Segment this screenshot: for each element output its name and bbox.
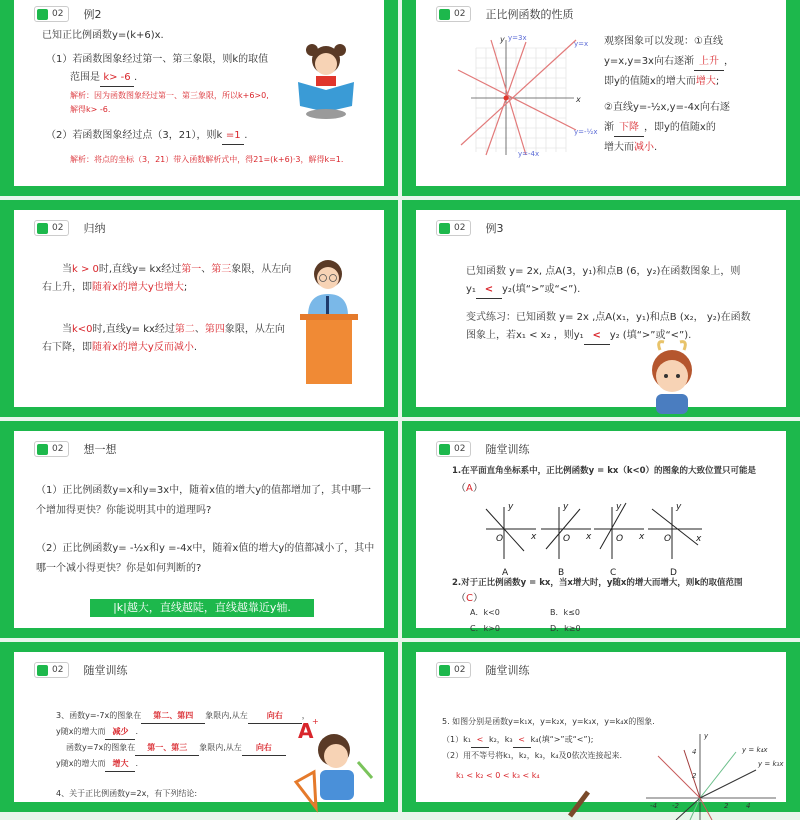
example-line-2: y₁ < y₂(填“>”或“<”).: [466, 282, 580, 299]
observe-line-2: y=x,y=3x向右逐渐 上升 ，: [604, 54, 734, 71]
observe-line-6: 增大而减小.: [604, 142, 658, 153]
question-1: （1）若函数图象经过第一、第三象限，则k的取值: [46, 54, 269, 65]
svg-text:2: 2: [692, 772, 697, 780]
svg-text:B: B: [558, 568, 565, 578]
section-tag: 02 归纳: [34, 220, 105, 236]
practice-question-1: 1.在平面直角坐标系中，正比例函数y = kx（k<0）的图象的大致位置只可能是: [452, 466, 757, 476]
svg-text:O: O: [616, 534, 624, 544]
think-question-1a: （1）正比例函数y=x和y=3x中，随着x值的增大y的值都增加了，其中哪一: [36, 485, 371, 496]
intro-text: 已知正比例函数y=(k+6)x.: [42, 30, 164, 41]
svg-text:y=-½x: y=-½x: [574, 128, 598, 136]
slide-practice-3[interactable]: [402, 642, 800, 812]
svg-text:x: x: [576, 95, 581, 104]
question-2: （2）若函数图象经过点（3，21），则k =1 .: [46, 128, 247, 145]
slide-summary[interactable]: [0, 200, 398, 417]
svg-text:y = k₃x: y = k₃x: [758, 760, 784, 768]
svg-text:+: +: [312, 717, 319, 726]
svg-text:C: C: [610, 568, 617, 578]
slide-title: 随堂训练: [485, 443, 530, 456]
practice-answer-5: k₁ < k₂ < 0 < k₃ < k₄: [456, 771, 540, 780]
section-tag: 02 随堂训练: [436, 662, 529, 678]
tag-square-icon: [439, 444, 450, 455]
practice-question-3a: 3、函数y=-7x的图象在 第二、第四 象限内,从左 向右 ，: [56, 710, 310, 724]
pencil-illustration: [566, 788, 596, 818]
slide-properties[interactable]: [402, 0, 800, 196]
svg-text:x: x: [639, 532, 645, 542]
svg-text:2: 2: [724, 802, 729, 810]
practice-question-5: 5. 如图分别是函数y=k₁x，y=k₂x，y=k₃x，y=k₄x的图象.: [442, 717, 655, 726]
k-values-graph: [636, 730, 786, 820]
svg-text:x: x: [696, 534, 702, 544]
svg-text:O: O: [563, 534, 571, 544]
variant-line-1: 变式练习：已知函数 y= 2x ,点A(x₁，y₁)和点B (x₂， y₂)在函数: [466, 312, 751, 323]
variant-line-2: 图象上，若x₁ < x₂ ，则y₁ < y₂ (填“>”或“<”).: [466, 328, 691, 345]
svg-text:y: y: [563, 502, 569, 512]
svg-text:y: y: [616, 502, 622, 512]
slide-title: 想一想: [83, 443, 117, 456]
svg-text:y=-4x: y=-4x: [518, 150, 540, 158]
slide-practice-1[interactable]: [402, 421, 800, 638]
choice-d: D．k≥0: [550, 624, 581, 633]
rule-positive-line-1: 当k > 0时,直线y= kx经过第一、第三象限，从左向: [62, 264, 292, 275]
explanation-2: 解析：将点的坐标（3，21）带入函数解析式中，得21=(k+6)·3，解得k=1.: [70, 155, 344, 164]
observe-line-4: ②直线y=-½x,y=-4x向右逐: [604, 102, 730, 113]
observe-line-3: 即y的值随x的增大而增大;: [604, 76, 720, 87]
answer-blank: =1: [222, 128, 244, 145]
slide-title: 例2: [83, 8, 102, 21]
rule-negative-line-1: 当k<0时,直线y= kx经过第二、第四象限，从左向: [62, 324, 285, 335]
svg-text:-2: -2: [672, 802, 679, 810]
practice-question-3c: 函数y=7x的图象在 第一、第三 象限内,从左 向右: [66, 742, 286, 756]
think-question-2a: （2）正比例函数y= -½x和y =-4x中，随着x值的增大y的值都减小了，其中: [36, 543, 375, 554]
svg-text:D: D: [670, 568, 677, 578]
slide-title: 随堂训练: [485, 664, 530, 677]
practice-question-5-part-2: （2）用不等号将k₁，k₂，k₃，k₄及0依次连接起来.: [442, 751, 623, 760]
tag-square-icon: [439, 665, 450, 676]
svg-text:4: 4: [746, 802, 751, 810]
practice-question-3d: y随x的增大而 增大 .: [56, 758, 138, 772]
slide-title: 随堂训练: [83, 664, 128, 677]
practice-question-2: 2.对于正比例函数y = kx，当x增大时，y随x的增大而增大，则k的取值范围: [452, 578, 743, 588]
tag-square-icon: [37, 665, 48, 676]
svg-text:O: O: [664, 534, 672, 544]
tag-square-icon: [439, 9, 450, 20]
practice-answer-1: （A）: [456, 483, 483, 494]
function-graph: [456, 30, 606, 160]
teacher-podium-illustration: [298, 256, 368, 396]
choice-c: C．k>0: [470, 624, 501, 633]
rule-negative-line-2: 右下降，即随着x的增大y反而减小.: [42, 342, 198, 353]
section-tag: 02 随堂训练: [34, 662, 127, 678]
svg-text:4: 4: [692, 748, 697, 756]
section-tag: 02 随堂训练: [436, 441, 529, 457]
observe-line-1: 观察图象可以发现：①直线: [604, 36, 723, 47]
section-tag: 02 例2: [34, 6, 101, 22]
explanation-1b: 解得k> -6.: [70, 105, 111, 114]
answer-banner: |k|越大，直线越陡，直线越靠近y轴.: [90, 599, 314, 617]
section-tag: 02 例3: [436, 220, 503, 236]
rule-positive-line-2: 右上升，即随着x的增大y也增大;: [42, 282, 188, 293]
svg-text:O: O: [496, 534, 504, 544]
practice-question-4: 4、关于正比例函数y=2x，有下列结论:: [56, 789, 198, 798]
svg-text:A: A: [502, 568, 509, 578]
svg-text:-4: -4: [650, 802, 657, 810]
tag-square-icon: [439, 223, 450, 234]
slide-example-2[interactable]: [0, 0, 398, 196]
section-tag: 02 想一想: [34, 441, 116, 457]
practice-answer-2: （C）: [456, 593, 483, 604]
svg-text:y = k₄x: y = k₄x: [742, 746, 768, 754]
slide-title: 正比例函数的性质: [485, 8, 574, 21]
svg-text:y: y: [704, 732, 709, 740]
tag-square-icon: [37, 223, 48, 234]
explanation-1a: 解析：因为函数图象经过第一、第三象限，所以k+6>0,: [70, 91, 269, 100]
think-question-2b: 哪一个减小得更快？你是如何判断的?: [36, 563, 202, 574]
slide-example-3[interactable]: [402, 200, 800, 417]
practice-question-3b: y随x的增大而 减少 .: [56, 726, 138, 740]
answer-blank: k> -6: [100, 70, 134, 87]
slide-title: 例3: [485, 222, 504, 235]
tag-square-icon: [37, 9, 48, 20]
tag-square-icon: [37, 444, 48, 455]
observe-line-5: 渐 下降 ，即y的值随x的: [604, 120, 716, 137]
section-tag: 02 正比例函数的性质: [436, 6, 573, 22]
svg-text:x: x: [531, 532, 537, 542]
think-question-1b: 个增加得更快？你能说明其中的道理吗?: [36, 505, 212, 516]
svg-text:y=3x: y=3x: [508, 34, 527, 42]
practice-question-5-part-1: （1）k₁ < k₂，k₃ < k₄(填“>”或“<”);: [442, 734, 593, 748]
slide-title: 归纳: [83, 222, 106, 235]
example-line-1: 已知函数 y= 2x, 点A(3，y₁)和点B (6，y₂)在函数图象上，则: [466, 266, 741, 277]
svg-text:x: x: [586, 532, 592, 542]
question-1-range: 范围是 k> -6 .: [70, 70, 137, 87]
choice-a: A．k<0: [470, 608, 500, 617]
svg-text:A: A: [298, 719, 314, 743]
svg-text:y: y: [676, 502, 682, 512]
option-graphs: [476, 499, 706, 579]
svg-text:y=x: y=x: [574, 40, 589, 48]
girl-reading-illustration: [294, 40, 358, 120]
svg-text:y: y: [508, 502, 514, 512]
slide-practice-2[interactable]: [0, 642, 398, 812]
choice-b: B．k≤0: [550, 608, 580, 617]
svg-text:y: y: [500, 35, 505, 44]
thinking-girl-illustration: [642, 340, 702, 410]
slide-think[interactable]: [0, 421, 398, 638]
boy-studying-illustration: [294, 712, 384, 812]
